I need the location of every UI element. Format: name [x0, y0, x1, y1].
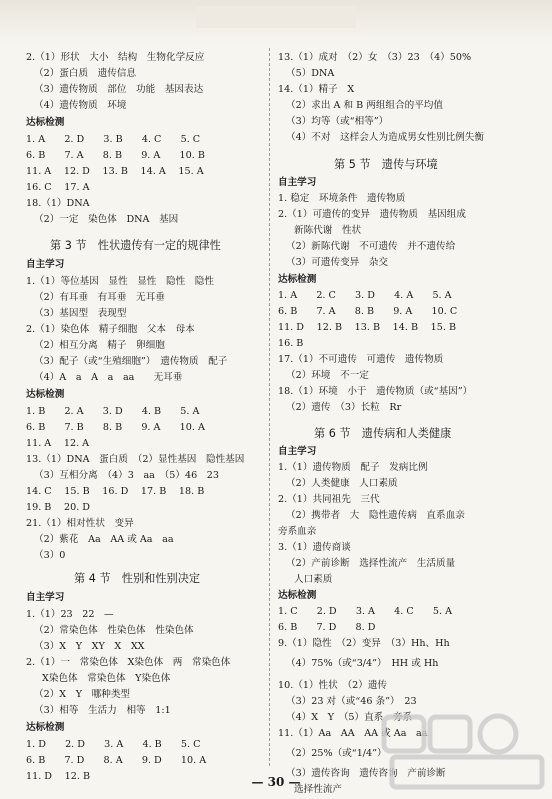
answer-line: 11.（1）Aa AA AA 或 Aa aa: [278, 728, 428, 739]
answer-line: （3）基因型 表现型: [34, 308, 127, 319]
answer-line: 6. B 7. D 8. D: [278, 622, 376, 633]
answer-line: （2）常染色体 性染色体 性染色体: [34, 625, 194, 636]
answer-line: 19. B 20. D: [26, 502, 90, 513]
answer-line: （2）新陈代谢 不可遗传 并不遗传给: [286, 241, 456, 252]
answer-line: 6. B 7. D 8. A 9. D 10. A: [26, 755, 207, 766]
answer-line: 1. B 2. A 3. D 4. B 5. A: [26, 406, 200, 417]
answer-line: 11. D 12. B 13. B 14. B 15. B: [278, 322, 456, 333]
subsection-label: 达标检测: [26, 389, 65, 400]
answer-line: （5）DNA: [286, 68, 335, 79]
answer-line: （2）相互分离 精子 卵细胞: [34, 340, 165, 351]
subsection-label: 自主学习: [26, 259, 65, 270]
answer-line: 2.（1）染色体 精子细胞 父本 母本: [26, 324, 195, 335]
answer-line: 6. B 7. A 8. B 9. A 10. C: [278, 306, 458, 317]
answer-line: 1. A 2. C 3. D 4. A 5. A: [278, 290, 452, 301]
answer-line: 14. C 15. B 16. D 17. B 18. B: [26, 486, 205, 497]
answer-line: （4）A a A a aa 无耳垂: [34, 372, 183, 383]
answer-line: （2）一定 染色体 DNA 基因: [34, 214, 179, 225]
page-number: — 30 —: [251, 775, 301, 789]
answer-line: （2）产前诊断 选择性流产 生活质量: [286, 558, 456, 569]
answer-line: 2.（1）一 常染色体 X染色体 两 常染色体: [26, 657, 231, 668]
answer-line: （4）X Y （5）直系 旁系: [286, 712, 413, 723]
answer-line: 16. C 17. A: [26, 182, 90, 193]
answer-line: （4）75%（或“3/4”） HH 或 Hh: [286, 658, 439, 669]
answer-line: （4）遗传物质 环境: [34, 100, 127, 111]
subsection-label: 达标检测: [278, 590, 317, 601]
answer-line: 旁系血亲: [278, 526, 317, 537]
section-heading: 第 3 节 性状遗传有一定的规律性: [50, 239, 221, 252]
answer-line: （2）紫花 Aa AA 或 Aa aa: [34, 534, 174, 545]
answer-line: 13.（1）成对 （2）女 （3）23 （4）50%: [278, 52, 472, 63]
subsection-label: 自主学习: [278, 177, 317, 188]
answer-line: （3）遗传咨询 遗传咨询 产前诊断: [286, 768, 446, 779]
answer-line: （3）均等（或“相等”）: [286, 116, 389, 127]
answer-line: （4）不对 这样会人为造成男女性别比例失衡: [286, 132, 484, 143]
answer-line: （3）可遗传变异 杂交: [286, 257, 389, 268]
answer-line: 1.（1）23 22 —: [26, 609, 114, 620]
column-divider: [269, 48, 270, 766]
answer-line: （2）人类健康 人口素质: [286, 478, 398, 489]
subsection-label: 自主学习: [278, 446, 317, 457]
answer-line: 新陈代谢 性状: [294, 225, 362, 236]
header-decoration: [0, 0, 552, 44]
answer-line: （3）0: [34, 550, 66, 561]
answer-line: 6. B 7. B 8. B 9. A 10. A: [26, 422, 205, 433]
answer-line: （2）蛋白质 遗传信息: [34, 68, 137, 79]
answer-line: 选择性流产: [294, 784, 342, 795]
answer-line: 1.（1）等位基因 显性 显性 隐性 隐性: [26, 276, 214, 287]
answer-line: （3）X Y XY X XX: [34, 641, 145, 652]
subsection-label: 自主学习: [26, 592, 65, 603]
answer-line: （3）遗传物质 部位 功能 基因表达: [34, 84, 204, 95]
answer-line: 17.（1）不可遗传 可遗传 遗传物质: [278, 354, 444, 365]
answer-line: 1. D 2. D 3. A 4. B 5. C: [26, 739, 201, 750]
answer-line: （2）求出 A 和 B 两组组合的平均值: [286, 100, 443, 111]
answer-line: 10.（1）性状 （2）遗传: [278, 680, 388, 691]
answer-line: （2）25%（或“1/4”）: [286, 748, 387, 759]
section-heading: 第 4 节 性别和性别决定: [74, 572, 201, 585]
answer-line: 3.（1）遗传商谈: [278, 542, 351, 553]
answer-line: （2）携带者 大 隐性遗传病 直系血亲: [286, 510, 465, 521]
section-heading: 第 5 节 遗传与环境: [334, 158, 438, 171]
answer-line: 18.（1）DNA: [26, 198, 90, 209]
answer-line: （3）23 对（或“46 条”） 23: [286, 696, 417, 707]
answer-line: 18.（1）环境 小于 遗传物质（或“基因”）: [278, 386, 473, 397]
subsection-label: 达标检测: [278, 274, 317, 285]
answer-line: 11. A 12. D 13. B 14. A 15. A: [26, 166, 204, 177]
answer-line: （2）环境 不一定: [286, 370, 369, 381]
answer-line: 13.（1）DNA 蛋白质 （2）显性基因 隐性基因: [26, 454, 245, 465]
answer-line: （3）相等 生活力 相等 1:1: [34, 705, 171, 716]
answer-line: （2）X Y 哪种类型: [34, 689, 131, 700]
answer-line: 6. B 7. A 8. B 9. A 10. B: [26, 150, 205, 161]
answer-line: （2）遗传 （3）长粒 Rr: [286, 402, 402, 413]
answer-line: 2.（1）可遗传的变异 遗传物质 基因组成: [278, 209, 466, 220]
subsection-label: 达标检测: [26, 722, 65, 733]
answer-line: 2.（1）形状 大小 结构 生物化学反应: [26, 52, 205, 63]
answer-line: 9.（1）隐性 （2）变异 （3）Hh、Hh: [278, 638, 450, 649]
answer-line: 16. B: [278, 338, 304, 349]
answer-line: 11. A 12. A: [26, 438, 90, 449]
section-heading: 第 6 节 遗传病和人类健康: [314, 427, 452, 440]
answer-line: 1. 稳定 环境条件 遗传物质: [278, 193, 406, 204]
answer-line: 1. C 2. D 3. A 4. C 5. A: [278, 606, 452, 617]
answer-line: X染色体 常染色体 Y染色体: [42, 673, 171, 684]
answer-line: 1. A 2. D 3. B 4. C 5. C: [26, 134, 201, 145]
answer-line: （2）有耳垂 有耳垂 无耳垂: [34, 292, 165, 303]
answer-line: 11. D 12. B: [26, 771, 90, 782]
answer-line: 14.（1）精子 X: [278, 84, 355, 95]
answer-line: 1.（1）遗传物质 配子 发病比例: [278, 462, 428, 473]
answer-line: 21.（1）相对性状 变异: [26, 518, 134, 529]
answer-line: （3）配子（或“生殖细胞”） 遗传物质 配子: [34, 356, 228, 367]
answer-line: （3）互相分离 （4）3 aa （5）46 23: [34, 470, 219, 481]
subsection-label: 达标检测: [26, 117, 65, 128]
watermark-logo: [378, 711, 548, 793]
answer-line: 2.（1）共同祖先 三代: [278, 494, 380, 505]
answer-line: 人口素质: [294, 574, 333, 585]
